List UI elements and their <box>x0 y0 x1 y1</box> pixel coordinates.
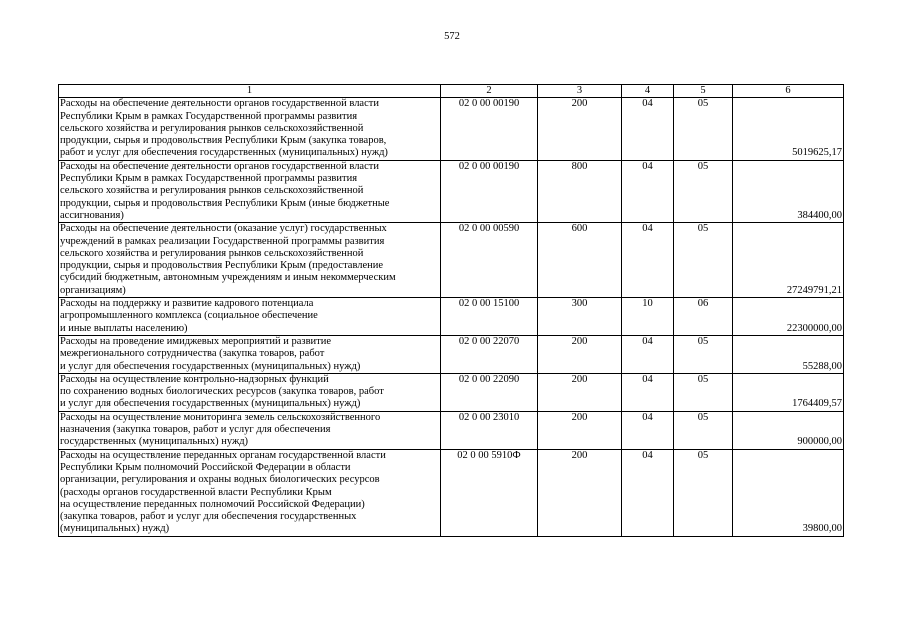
table-row <box>59 298 844 336</box>
expense-name-cell: Расходы на обеспечение деятельности органов государственной власти Республики Крым в рамках Государственной программы развития сельского хозяйства и регулирования рынков сельскохозяйственной продукции, сырья и продовольствия Республики Крым (закупка товаров, работ и услуг для обеспечения государственных (муниципальных) нужд) <box>59 98 441 160</box>
table-row <box>59 160 844 222</box>
table-row <box>59 223 844 298</box>
section-cell: 04 <box>622 160 674 222</box>
expense-type-cell: 200 <box>538 411 622 449</box>
column-header: 2 <box>441 85 538 98</box>
section-cell: 10 <box>622 298 674 336</box>
table-row <box>59 449 844 536</box>
table-header-row <box>59 85 844 98</box>
column-header: 1 <box>59 85 441 98</box>
subsection-cell: 05 <box>674 98 733 160</box>
subsection-cell: 05 <box>674 223 733 298</box>
section-cell: 04 <box>622 411 674 449</box>
section-cell: 04 <box>622 223 674 298</box>
column-header: 4 <box>622 85 674 98</box>
column-header: 6 <box>733 85 844 98</box>
amount-cell: 22300000,00 <box>733 298 844 336</box>
section-cell: 04 <box>622 335 674 373</box>
target-article-code-cell: 02 0 00 22090 <box>441 373 538 411</box>
table-row <box>59 411 844 449</box>
budget-table <box>58 84 844 537</box>
subsection-cell: 05 <box>674 335 733 373</box>
target-article-code-cell: 02 0 00 00190 <box>441 98 538 160</box>
subsection-cell: 05 <box>674 373 733 411</box>
amount-cell: 27249791,21 <box>733 223 844 298</box>
expense-name-cell: Расходы на обеспечение деятельности (оказание услуг) государственных учреждений в рамках реализации Государственной программы развития сельского хозяйства и регулирования рынков сельскохозяйственной продукции, сырья и продовольствия Республики Крым (предоставление субсидий бюджетным, автономным учреждениям и иным некоммерческим организациям) <box>59 223 441 298</box>
target-article-code-cell: 02 0 00 00590 <box>441 223 538 298</box>
subsection-cell: 06 <box>674 298 733 336</box>
expense-name-cell: Расходы на обеспечение деятельности органов государственной власти Республики Крым в рамках Государственной программы развития сельского хозяйства и регулирования рынков сельскохозяйственной продукции, сырья и продовольствия Республики Крым (иные бюджетные ассигнования) <box>59 160 441 222</box>
subsection-cell: 05 <box>674 411 733 449</box>
subsection-cell: 05 <box>674 449 733 536</box>
expense-type-cell: 300 <box>538 298 622 336</box>
expense-name-cell: Расходы на поддержку и развитие кадрового потенциала агропромышленного комплекса (социальное обеспечение и иные выплаты населению) <box>59 298 441 336</box>
expense-name-cell: Расходы на проведение имиджевых мероприятий и развитие межрегионального сотрудничества (закупка товаров, работ и услуг для обеспечения государственных (муниципальных) нужд) <box>59 335 441 373</box>
expense-type-cell: 800 <box>538 160 622 222</box>
column-header: 5 <box>674 85 733 98</box>
amount-cell: 5019625,17 <box>733 98 844 160</box>
subsection-cell: 05 <box>674 160 733 222</box>
section-cell: 04 <box>622 449 674 536</box>
page-number: 572 <box>444 31 460 42</box>
section-cell: 04 <box>622 98 674 160</box>
expense-type-cell: 200 <box>538 373 622 411</box>
column-header: 3 <box>538 85 622 98</box>
expense-type-cell: 200 <box>538 335 622 373</box>
amount-cell: 1764409,57 <box>733 373 844 411</box>
expense-type-cell: 200 <box>538 98 622 160</box>
target-article-code-cell: 02 0 00 5910Ф <box>441 449 538 536</box>
target-article-code-cell: 02 0 00 22070 <box>441 335 538 373</box>
expense-name-cell: Расходы на осуществление мониторинга земель сельскохозяйственного назначения (закупка товаров, работ и услуг для обеспечения государственных (муниципальных) нужд) <box>59 411 441 449</box>
expense-name-cell: Расходы на осуществление контрольно-надзорных функций по сохранению водных биологических ресурсов (закупка товаров, работ и услуг для обеспечения государственных (муниципальных) нужд) <box>59 373 441 411</box>
expense-name-cell: Расходы на осуществление переданных органам государственной власти Республики Крым полномочий Российской Федерации в области организации, регулирования и охраны водных биологических ресурсов (расходы органов государственной власти Республики Крым на осуществление переданных полномочий Российской Федерации) (закупка товаров, работ и услуг для обеспечения государственных (муниципальных) нужд) <box>59 449 441 536</box>
section-cell: 04 <box>622 373 674 411</box>
table-row <box>59 335 844 373</box>
table-row <box>59 373 844 411</box>
amount-cell: 39800,00 <box>733 449 844 536</box>
expense-type-cell: 600 <box>538 223 622 298</box>
table-row <box>59 98 844 160</box>
target-article-code-cell: 02 0 00 15100 <box>441 298 538 336</box>
target-article-code-cell: 02 0 00 23010 <box>441 411 538 449</box>
expense-type-cell: 200 <box>538 449 622 536</box>
amount-cell: 384400,00 <box>733 160 844 222</box>
target-article-code-cell: 02 0 00 00190 <box>441 160 538 222</box>
amount-cell: 900000,00 <box>733 411 844 449</box>
amount-cell: 55288,00 <box>733 335 844 373</box>
